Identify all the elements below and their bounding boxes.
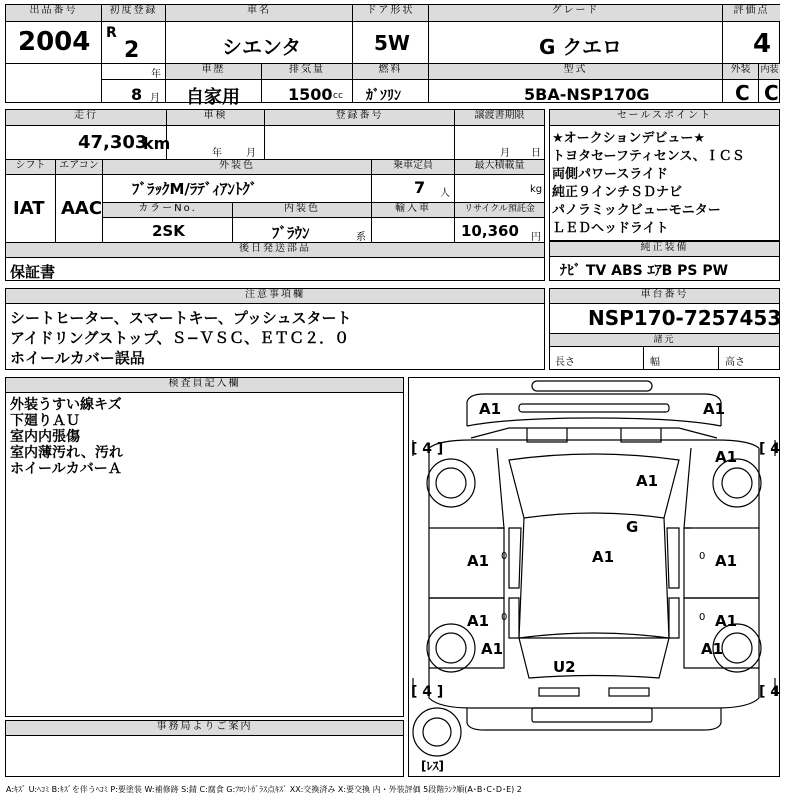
damage-mark: 0 (699, 551, 706, 562)
reg-era: R (106, 25, 117, 41)
inspector-block (5, 377, 404, 717)
office-label: 事務局よりご案内 (6, 721, 403, 736)
damage-mark: A1 (479, 400, 502, 418)
grade-label: グレード (429, 5, 722, 22)
inspector-line: 外装うすい線キズ (10, 397, 122, 413)
tire-tread-fr: [ 4 (759, 441, 781, 457)
sales-line: トヨタセーフティセンス、ＩＣＳ (552, 149, 745, 164)
sales-line: パノラミックビューモニター (552, 203, 721, 218)
year-unit: 年 (151, 69, 161, 80)
interior-label: 内装色 (233, 203, 371, 218)
recycle-unit: 円 (531, 232, 541, 243)
tire-tread-fl: [ 4 ] (411, 441, 444, 457)
sales-line: ＬＥＤヘッドライト (552, 221, 669, 236)
spec-label: 諸元 (550, 334, 779, 347)
caution-line: アイドリングストップ、Ｓ−ＶＳＣ、ＥＴＣ２．０ (10, 329, 350, 347)
damage-mark: A1 (481, 640, 504, 658)
shift-value: IAT (13, 198, 45, 219)
recycle-label: リサイクル預託金 (455, 203, 544, 218)
mileage-label: 走行 (6, 110, 166, 126)
inspector-line: 室内薄汚れ、汚れ (10, 445, 123, 461)
inspector-lines (10, 397, 123, 477)
reg-year: 2 (124, 38, 140, 63)
sales-point-block (549, 109, 780, 241)
ext-value: C (735, 81, 750, 105)
inspect-year: 年 (212, 148, 222, 159)
damage-mark: 0 (501, 612, 508, 623)
reg-label: 初度登録 (102, 5, 165, 22)
caution-line: シートヒーター、スマートキー、プッシュスタート (10, 309, 352, 327)
history-label: 車歴 (166, 64, 261, 80)
damage-mark: A1 (592, 548, 615, 566)
caution-lines (10, 308, 352, 368)
model-value: 5BA-NSP170G (524, 85, 650, 104)
import-label: 輸入車 (372, 203, 454, 218)
model-label: 型式 (429, 64, 722, 80)
later-label: 後日発送部品 (6, 243, 544, 258)
tire-tread-rr: [ 4 (759, 684, 781, 700)
ac-label: エアコン (56, 160, 102, 175)
lot-label: 出品番号 (6, 5, 101, 22)
colorno-label: カラーNo. (103, 203, 232, 218)
disp-value: 1500 (288, 85, 333, 104)
score-value: 4 (753, 29, 772, 59)
month-unit: 月 (150, 93, 160, 104)
header-block (5, 4, 780, 108)
damage-mark: U2 (553, 658, 576, 676)
inspector-label: 検査員記入欄 (6, 378, 403, 393)
seats-unit: 人 (440, 188, 450, 199)
damage-mark: A1 (636, 472, 659, 490)
tire-tread-rl: [ 4 ] (411, 684, 444, 700)
spec-height: 高さ (725, 357, 745, 368)
mileage-unit: km (143, 134, 171, 153)
sales-line: 両側パワースライド (552, 167, 668, 182)
damage-mark: A1 (703, 400, 726, 418)
int-label: 内装 (759, 64, 780, 80)
transfer-label: 譲渡書期限 (455, 110, 544, 126)
damage-mark: 0 (699, 612, 706, 623)
chassis-value: NSP170-7257453 (588, 306, 782, 330)
vehicle-details-block (5, 109, 545, 281)
spare-tire: [ﾚｽ] (421, 759, 444, 773)
car-name: シエンタ (222, 35, 302, 59)
damage-mark: 0 (501, 551, 508, 562)
load-label: 最大積載量 (455, 160, 544, 175)
inspector-line: 下廻りＡＵ (10, 413, 80, 429)
ext-label: 外装 (723, 64, 758, 80)
damage-mark: A1 (715, 552, 738, 570)
plate-label: 登録番号 (265, 110, 454, 126)
equip-label: 純正装備 (550, 242, 779, 257)
sales-lines (552, 130, 745, 238)
sales-line: ★オークションデビュー★ (552, 131, 706, 146)
chassis-block (549, 288, 780, 370)
seats-value: 7 (414, 178, 426, 197)
disp-label: 排気量 (262, 64, 352, 80)
interior-unit: 系 (356, 232, 366, 243)
sales-line: 純正９インチＳＤナビ (552, 185, 683, 200)
spec-length: 長さ (555, 357, 575, 368)
score-label: 評価点 (723, 5, 780, 22)
damage-mark: A1 (715, 448, 738, 466)
damage-mark: A1 (701, 640, 724, 658)
reg-month: 8 (131, 85, 143, 104)
chassis-label: 車台番号 (550, 289, 779, 304)
int-value: C (764, 81, 779, 105)
ac-value: AAC (61, 198, 103, 219)
mileage-value: 47,303 (78, 132, 148, 153)
transfer-day: 日 (531, 148, 541, 159)
lot-number: 2004 (18, 27, 91, 57)
seats-label: 乗車定員 (372, 160, 454, 175)
inspector-line: 室内内張傷 (10, 429, 80, 445)
equipment-block (549, 241, 780, 281)
disp-unit: cc (333, 91, 343, 101)
legend: A:ｷｽﾞ U:ﾍｺﾐ B:ｷｽﾞを伴うﾍｺﾐ P:要塗装 W:補修跡 S:錆 C:腐食 G:ﾌﾛﾝﾄｶﾞﾗｽ点ｷｽﾞ XX:交換済み X:要交換 内・外装評価 5段階ﾗﾝｸ順(A･B･C･D･E) 2 (6, 785, 522, 794)
color-value: ﾌﾞﾗｯｸM/ﾗﾃﾞｨｱﾝﾄｸﾞ (132, 180, 258, 198)
equip-value: ﾅﾋﾞ TV ABS ｴｱB PS PW (560, 263, 729, 279)
inspector-line: ホイールカバーＡ (10, 461, 122, 477)
name-label: 車名 (166, 5, 352, 22)
caution-label: 注意事項欄 (6, 289, 544, 304)
colorno-value: 2SK (152, 222, 185, 240)
inspect-month: 月 (246, 148, 256, 159)
history-value: 自家用 (186, 87, 240, 108)
recycle-value: 10,360 (461, 222, 519, 240)
inspect-label: 車検 (167, 110, 264, 126)
damage-mark: A1 (467, 552, 490, 570)
shift-label: シフト (6, 160, 55, 175)
color-label: 外装色 (103, 160, 371, 175)
damage-mark: A1 (715, 612, 738, 630)
car-diagram (409, 378, 779, 776)
spec-width: 幅 (650, 357, 660, 368)
later-value: 保証書 (10, 263, 56, 281)
damage-mark: G (626, 518, 639, 536)
door-label: ドア形状 (353, 5, 428, 22)
damage-mark: A1 (467, 612, 490, 630)
caution-block (5, 288, 545, 370)
fuel-label: 燃料 (353, 64, 428, 80)
fuel-value: ｶﾞｿﾘﾝ (366, 88, 401, 104)
grade-value: G クエロ (539, 35, 622, 59)
caution-line: ホイールカバー誤品 (10, 349, 145, 367)
sales-label: セールスポイント (550, 110, 779, 126)
car-diagram-block (408, 377, 780, 777)
door-type: 5W (374, 31, 410, 55)
transfer-month: 月 (500, 148, 510, 159)
interior-value: ﾌﾞﾗｳﾝ (272, 224, 310, 242)
office-block (5, 720, 404, 777)
load-unit: kg (530, 184, 543, 195)
